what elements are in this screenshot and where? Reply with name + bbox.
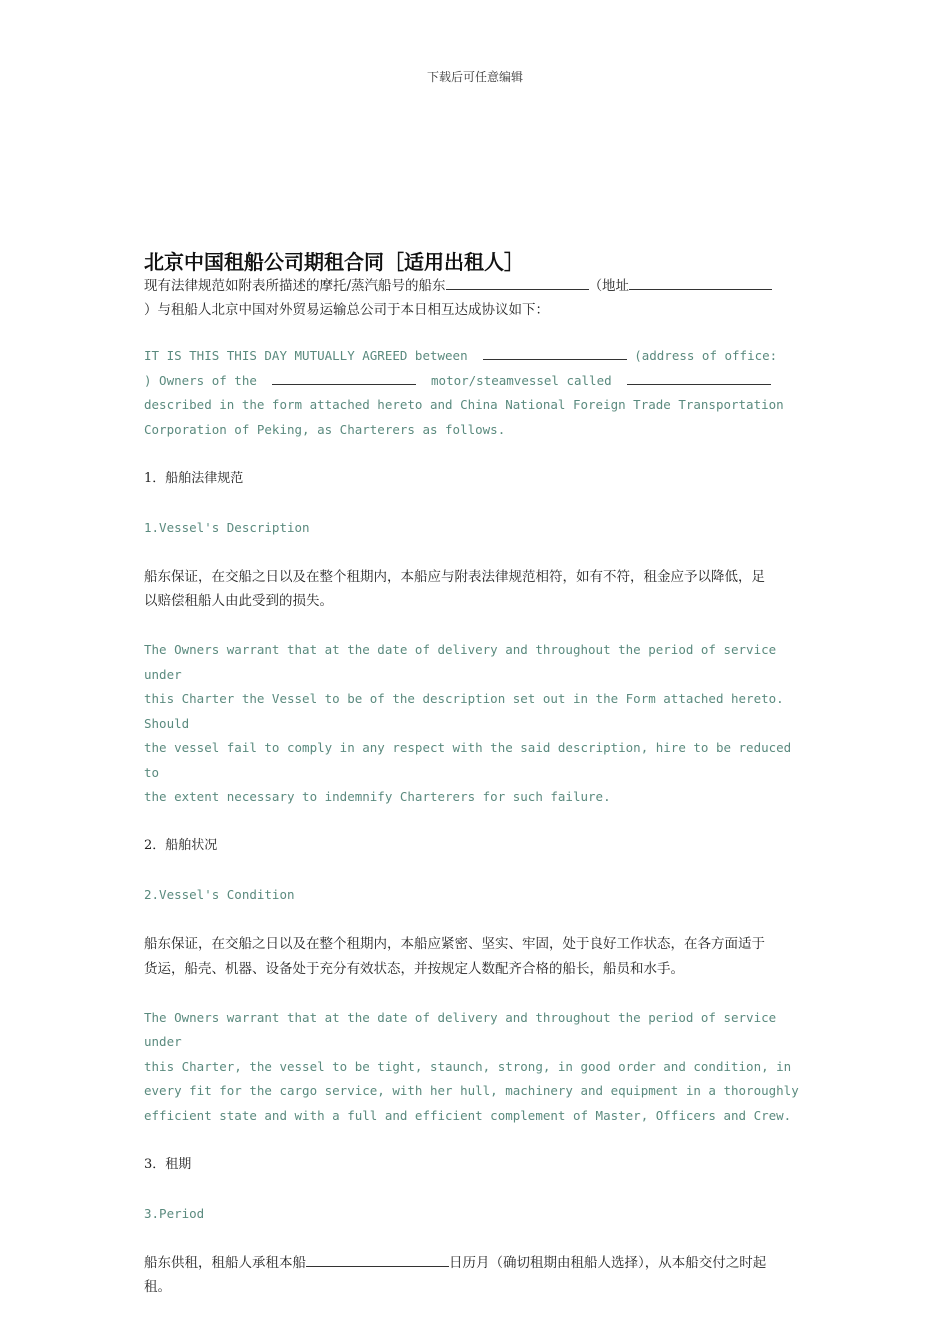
address-blank [629, 275, 772, 290]
intro-en-line1 [144, 344, 806, 369]
section-2-zh-line: 货运，船壳、机器、设备处于充分有效状态，并按规定人数配齐合格的船长，船员和水手。 [144, 960, 684, 977]
header-note: 下载后可任意编辑 [426, 70, 523, 84]
page-title: 北京中国租船公司期租合同［适用出租人］ [144, 250, 524, 274]
section-3-zh-line1 [144, 1251, 806, 1276]
section-2-en-line: this Charter, the vessel to be tight, staunch, strong, in good order and condition, in [144, 1058, 792, 1074]
section-2-en-line: efficient state and with a full and efficient complement of Master, Officers and Crew. [144, 1107, 792, 1123]
section-1-en-line: the vessel fail to comply in any respect with the said description, hire to be reduced to [144, 740, 792, 780]
intro-en-line4: Corporation of Peking, as Charterers as follows. [144, 421, 506, 437]
intro-en-line2 [144, 369, 806, 394]
owner-name-blank [446, 275, 589, 290]
intro-zh-line2: ）与租船人北京中国对外贸易运输总公司于本日相互达成协议如下： [144, 302, 549, 318]
section-1-en-line: the extent necessary to indemnify Charterers for such failure. [144, 789, 611, 804]
section-2-en-heading: 2.Vessel's Condition [144, 887, 295, 902]
section-1-zh-line: 船东保证，在交船之日以及在整个租期内，本船应与附表法律规范相符，如有不符，租金应予以降低，足 [144, 568, 765, 585]
section-2-en-line: every fit for the cargo service, with her hull, machinery and equipment in a thoroughly [144, 1083, 799, 1098]
section-1-en-line: this Charter the Vessel to be of the description set out in the Form attached hereto. Should [144, 691, 784, 731]
section-2-en-line: The Owners warrant that at the date of delivery and throughout the period of service under [144, 1009, 777, 1049]
intro-zh-text-1: 现有法律规范如附表所描述的摩托/蒸汽船号的船东 [144, 278, 446, 294]
intro-zh-line1 [144, 275, 806, 296]
section-3-zh-heading: 3．租期 [144, 1156, 192, 1172]
section-3-zh-line2: 租。 [144, 1279, 171, 1295]
section-3-zh-text-2: 日历月（确切租期由租船人选择），从本船交付之时起 [449, 1254, 767, 1271]
document-body [144, 249, 806, 1300]
section-1-zh-line: 以赔偿租船人由此受到的损失。 [144, 593, 333, 609]
section-1-en-line: The Owners warrant that at the date of delivery and throughout the period of service under [144, 642, 777, 682]
intro-zh-text-2: （地址 [588, 278, 630, 294]
section-2-zh-line: 船东保证，在交船之日以及在整个租期内，本船应紧密、坚实、牢固，处于良好工作状态，在各方面适于 [144, 936, 765, 952]
intro-en-text-1: IT IS THIS THIS DAY MUTUALLY AGREED between [144, 348, 468, 363]
section-2-zh-heading: 2．船舶状况 [144, 838, 218, 853]
period-months-blank [306, 1252, 449, 1267]
vessel-name-blank [627, 370, 771, 385]
intro-en-text-3: ) Owners of the [144, 372, 257, 388]
section-3-en-heading: 3.Period [144, 1205, 205, 1221]
intro-en-text-2: (address of office: [634, 348, 778, 363]
section-1-en-heading: 1.Vessel's Description [144, 519, 310, 535]
intro-en-line3: described in the form attached hereto and China National Foreign Trade Transportation [144, 397, 784, 412]
intro-en-text-4: motor/steamvessel called [431, 372, 612, 388]
owner-en-blank [483, 345, 627, 360]
section-1-zh-heading: 1．船舶法律规范 [144, 470, 244, 486]
vessel-type-blank [272, 370, 416, 385]
section-3-zh-text-1: 船东供租，租船人承租本船 [144, 1254, 306, 1271]
